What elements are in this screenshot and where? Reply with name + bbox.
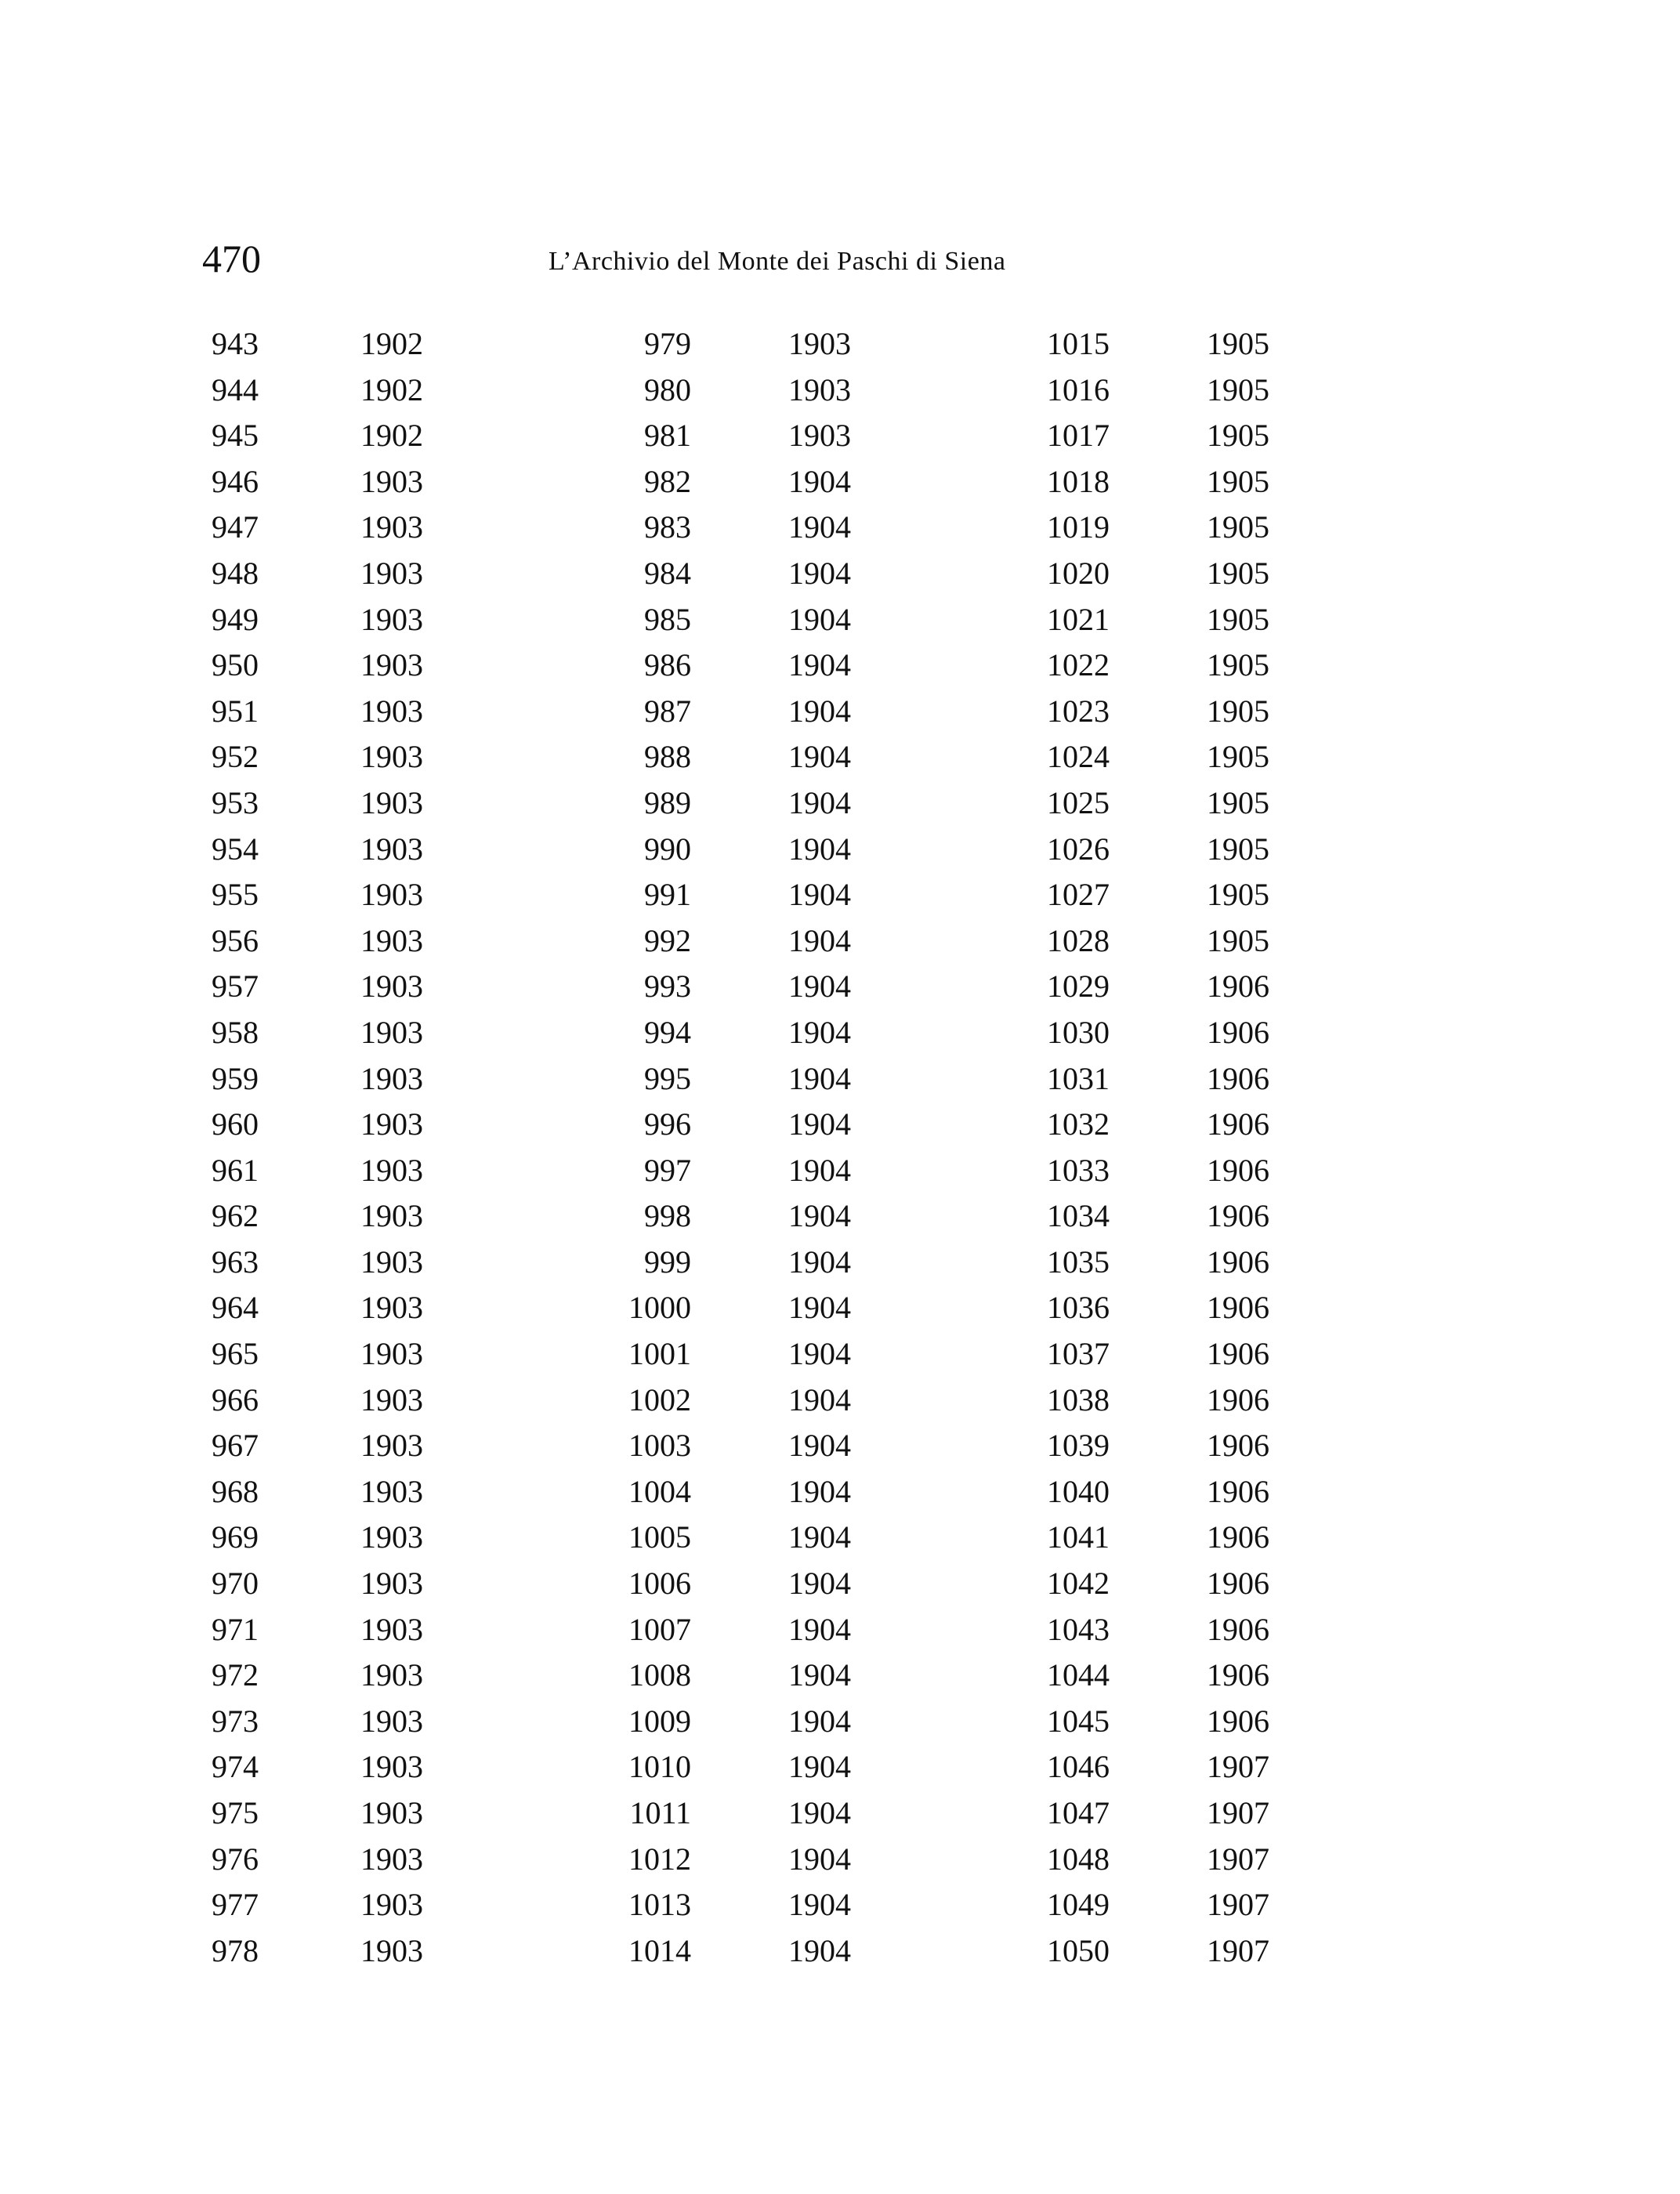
entry-number-cell: 1020	[1047, 555, 1110, 591]
entry-number-cell: 993	[644, 968, 691, 1005]
year-cell: 1904	[788, 463, 851, 499]
year-cell: 1903	[360, 1381, 423, 1417]
year-cell: 1903	[360, 1749, 423, 1785]
entry-number-cell: 1024	[1047, 739, 1110, 775]
year-cell: 1903	[360, 1198, 423, 1234]
entry-number-cell: 1045	[1047, 1703, 1110, 1739]
year-cell: 1904	[788, 1290, 851, 1326]
entry-number-cell: 961	[212, 1152, 259, 1188]
entry-number-cell: 1012	[628, 1841, 691, 1877]
year-cell: 1905	[1207, 601, 1269, 637]
entry-number-cell: 986	[644, 647, 691, 683]
year-cell: 1906	[1207, 1657, 1269, 1693]
entry-number-cell: 1007	[628, 1611, 691, 1647]
entry-number-cell: 1036	[1047, 1290, 1110, 1326]
year-cell: 1905	[1207, 831, 1269, 867]
year-cell: 1903	[360, 877, 423, 913]
entry-number-cell: 1028	[1047, 922, 1110, 958]
year-cell: 1903	[360, 1290, 423, 1326]
year-cell: 1904	[788, 1106, 851, 1142]
entry-number-cell: 996	[644, 1106, 691, 1142]
year-cell: 1904	[788, 1381, 851, 1417]
year-cell: 1904	[788, 831, 851, 867]
page-number: 470	[202, 237, 261, 281]
year-cell: 1904	[788, 1657, 851, 1693]
year-cell: 1903	[360, 1014, 423, 1050]
year-cell: 1904	[788, 1519, 851, 1555]
entry-number-cell: 999	[644, 1244, 691, 1280]
entry-number-cell: 1037	[1047, 1336, 1110, 1372]
entry-number-cell: 1009	[628, 1703, 691, 1739]
column-1-numbers	[165, 321, 259, 1974]
year-cell: 1903	[788, 418, 851, 454]
year-cell: 1904	[788, 1473, 851, 1509]
year-cell: 1906	[1207, 1290, 1269, 1326]
entry-number-cell: 955	[212, 877, 259, 913]
year-cell: 1906	[1207, 1428, 1269, 1464]
entry-number-cell: 954	[212, 831, 259, 867]
entry-number-cell: 970	[212, 1566, 259, 1602]
year-cell: 1906	[1207, 1611, 1269, 1647]
entry-number-cell: 1039	[1047, 1428, 1110, 1464]
entry-number-cell: 965	[212, 1336, 259, 1372]
year-cell: 1905	[1207, 326, 1269, 361]
year-cell: 1903	[360, 1932, 423, 1968]
year-cell: 1903	[360, 555, 423, 591]
entry-number-cell: 1023	[1047, 693, 1110, 729]
year-cell: 1906	[1207, 1703, 1269, 1739]
entry-number-cell: 944	[212, 371, 259, 407]
entry-number-cell: 973	[212, 1703, 259, 1739]
entry-number-cell: 994	[644, 1014, 691, 1050]
year-cell: 1903	[360, 601, 423, 637]
entry-number-cell: 962	[212, 1198, 259, 1234]
entry-number-cell: 1047	[1047, 1795, 1110, 1830]
year-cell: 1903	[788, 371, 851, 407]
entry-number-cell: 1026	[1047, 831, 1110, 867]
entry-number-cell: 1016	[1047, 371, 1110, 407]
entry-number-cell: 1014	[628, 1932, 691, 1968]
year-cell: 1902	[360, 326, 423, 361]
year-cell: 1904	[788, 1611, 851, 1647]
entry-number-cell: 966	[212, 1381, 259, 1417]
year-cell: 1904	[788, 1795, 851, 1830]
year-cell: 1904	[788, 968, 851, 1005]
column-2-numbers	[597, 321, 691, 1974]
year-cell: 1904	[788, 601, 851, 637]
year-cell: 1903	[360, 463, 423, 499]
entry-number-cell: 988	[644, 739, 691, 775]
entry-number-cell: 1049	[1047, 1887, 1110, 1923]
year-cell: 1903	[360, 1336, 423, 1372]
year-cell: 1903	[360, 1152, 423, 1188]
entry-number-cell: 974	[212, 1749, 259, 1785]
year-cell: 1903	[360, 1106, 423, 1142]
entry-number-cell: 1015	[1047, 326, 1110, 361]
year-cell: 1904	[788, 1336, 851, 1372]
year-cell: 1904	[788, 784, 851, 820]
column-1-years	[329, 321, 423, 1974]
year-cell: 1906	[1207, 1106, 1269, 1142]
year-cell: 1907	[1207, 1795, 1269, 1830]
year-cell: 1904	[788, 1703, 851, 1739]
entry-number-cell: 953	[212, 784, 259, 820]
entry-number-cell: 1034	[1047, 1198, 1110, 1234]
entry-number-cell: 1013	[628, 1887, 691, 1923]
entry-number-cell: 972	[212, 1657, 259, 1693]
year-cell: 1903	[360, 647, 423, 683]
year-cell: 1903	[788, 326, 851, 361]
year-cell: 1906	[1207, 1566, 1269, 1602]
entry-number-cell: 950	[212, 647, 259, 683]
year-cell: 1904	[788, 1566, 851, 1602]
year-cell: 1904	[788, 555, 851, 591]
entry-number-cell: 947	[212, 509, 259, 545]
year-cell: 1905	[1207, 877, 1269, 913]
year-cell: 1905	[1207, 784, 1269, 820]
entry-number-cell: 980	[644, 371, 691, 407]
year-cell: 1907	[1207, 1887, 1269, 1923]
year-cell: 1906	[1207, 1060, 1269, 1096]
entry-number-cell: 1033	[1047, 1152, 1110, 1188]
entry-number-cell: 1018	[1047, 463, 1110, 499]
entry-number-cell: 1004	[628, 1473, 691, 1509]
year-cell: 1903	[360, 1428, 423, 1464]
year-cell: 1905	[1207, 509, 1269, 545]
year-cell: 1903	[360, 922, 423, 958]
year-cell: 1905	[1207, 693, 1269, 729]
entry-number-cell: 1050	[1047, 1932, 1110, 1968]
entry-number-cell: 982	[644, 463, 691, 499]
entry-number-cell: 1043	[1047, 1611, 1110, 1647]
year-cell: 1906	[1207, 1381, 1269, 1417]
entry-number-cell: 945	[212, 418, 259, 454]
year-cell: 1903	[360, 1887, 423, 1923]
year-cell: 1903	[360, 1473, 423, 1509]
entry-number-cell: 1006	[628, 1566, 691, 1602]
year-cell: 1904	[788, 1932, 851, 1968]
entry-number-cell: 987	[644, 693, 691, 729]
entry-number-cell: 989	[644, 784, 691, 820]
running-title: L’Archivio del Monte dei Paschi di Siena	[549, 247, 1006, 276]
entry-number-cell: 985	[644, 601, 691, 637]
entry-number-cell: 983	[644, 509, 691, 545]
entry-number-cell: 1003	[628, 1428, 691, 1464]
entry-number-cell: 1040	[1047, 1473, 1110, 1509]
year-cell: 1907	[1207, 1749, 1269, 1785]
year-cell: 1903	[360, 1611, 423, 1647]
year-cell: 1903	[360, 1519, 423, 1555]
entry-number-cell: 1035	[1047, 1244, 1110, 1280]
entry-number-cell: 1032	[1047, 1106, 1110, 1142]
entry-number-cell: 992	[644, 922, 691, 958]
entry-number-cell: 1038	[1047, 1381, 1110, 1417]
entry-number-cell: 1011	[629, 1795, 691, 1830]
entry-number-cell: 946	[212, 463, 259, 499]
entry-number-cell: 1005	[628, 1519, 691, 1555]
entry-number-cell: 977	[212, 1887, 259, 1923]
year-cell: 1903	[360, 968, 423, 1005]
year-cell: 1906	[1207, 1244, 1269, 1280]
entry-number-cell: 958	[212, 1014, 259, 1050]
entry-number-cell: 975	[212, 1795, 259, 1830]
year-cell: 1903	[360, 693, 423, 729]
column-3-numbers	[1016, 321, 1110, 1974]
year-cell: 1907	[1207, 1932, 1269, 1968]
entry-number-cell: 971	[212, 1611, 259, 1647]
year-cell: 1903	[360, 784, 423, 820]
year-cell: 1904	[788, 647, 851, 683]
year-cell: 1905	[1207, 371, 1269, 407]
year-cell: 1902	[360, 418, 423, 454]
entry-number-cell: 991	[644, 877, 691, 913]
year-cell: 1904	[788, 1014, 851, 1050]
entry-number-cell: 1031	[1047, 1060, 1110, 1096]
entry-number-cell: 1048	[1047, 1841, 1110, 1877]
entry-number-cell: 1021	[1047, 601, 1110, 637]
entry-number-cell: 1046	[1047, 1749, 1110, 1785]
entry-number-cell: 979	[644, 326, 691, 361]
year-cell: 1903	[360, 1703, 423, 1739]
entry-number-cell: 995	[644, 1060, 691, 1096]
entry-number-cell: 981	[644, 418, 691, 454]
entry-number-cell: 1029	[1047, 968, 1110, 1005]
entry-number-cell: 984	[644, 555, 691, 591]
year-cell: 1906	[1207, 1198, 1269, 1234]
year-cell: 1903	[360, 509, 423, 545]
year-cell: 1904	[788, 1244, 851, 1280]
entry-number-cell: 1000	[628, 1290, 691, 1326]
year-cell: 1904	[788, 1749, 851, 1785]
year-cell: 1905	[1207, 418, 1269, 454]
year-cell: 1904	[788, 1841, 851, 1877]
year-cell: 1903	[360, 1060, 423, 1096]
year-cell: 1906	[1207, 1014, 1269, 1050]
year-cell: 1905	[1207, 463, 1269, 499]
entry-number-cell: 1001	[628, 1336, 691, 1372]
entry-number-cell: 1022	[1047, 647, 1110, 683]
entry-number-cell: 964	[212, 1290, 259, 1326]
year-cell: 1904	[788, 693, 851, 729]
entry-number-cell: 1042	[1047, 1566, 1110, 1602]
year-cell: 1907	[1207, 1841, 1269, 1877]
entry-number-cell: 1030	[1047, 1014, 1110, 1050]
year-cell: 1903	[360, 1795, 423, 1830]
year-cell: 1906	[1207, 968, 1269, 1005]
entry-number-cell: 998	[644, 1198, 691, 1234]
year-cell: 1904	[788, 1887, 851, 1923]
year-cell: 1905	[1207, 922, 1269, 958]
entry-number-cell: 1019	[1047, 509, 1110, 545]
entry-number-cell: 957	[212, 968, 259, 1005]
entry-number-cell: 956	[212, 922, 259, 958]
year-cell: 1906	[1207, 1519, 1269, 1555]
year-cell: 1903	[360, 739, 423, 775]
year-cell: 1905	[1207, 647, 1269, 683]
entry-number-cell: 1027	[1047, 877, 1110, 913]
year-cell: 1903	[360, 1657, 423, 1693]
entry-number-cell: 1010	[628, 1749, 691, 1785]
year-cell: 1905	[1207, 555, 1269, 591]
column-2-years	[757, 321, 851, 1974]
entry-number-cell: 990	[644, 831, 691, 867]
year-cell: 1903	[360, 1244, 423, 1280]
entry-number-cell: 963	[212, 1244, 259, 1280]
year-cell: 1904	[788, 922, 851, 958]
entry-number-cell: 959	[212, 1060, 259, 1096]
entry-number-cell: 967	[212, 1428, 259, 1464]
year-cell: 1903	[360, 831, 423, 867]
year-cell: 1904	[788, 1060, 851, 1096]
entry-number-cell: 969	[212, 1519, 259, 1555]
year-cell: 1902	[360, 371, 423, 407]
entry-number-cell: 1008	[628, 1657, 691, 1693]
entry-number-cell: 1017	[1047, 418, 1110, 454]
entry-number-cell: 968	[212, 1473, 259, 1509]
year-cell: 1904	[788, 739, 851, 775]
year-cell: 1904	[788, 1428, 851, 1464]
entry-number-cell: 951	[212, 693, 259, 729]
entry-number-cell: 1002	[628, 1381, 691, 1417]
year-cell: 1904	[788, 1198, 851, 1234]
entry-number-cell: 1041	[1047, 1519, 1110, 1555]
entry-number-cell: 997	[644, 1152, 691, 1188]
entry-number-cell: 960	[212, 1106, 259, 1142]
entry-number-cell: 943	[212, 326, 259, 361]
year-cell: 1904	[788, 877, 851, 913]
entry-number-cell: 978	[212, 1932, 259, 1968]
year-cell: 1903	[360, 1841, 423, 1877]
entry-number-cell: 1044	[1047, 1657, 1110, 1693]
entry-number-cell: 1025	[1047, 784, 1110, 820]
year-cell: 1903	[360, 1566, 423, 1602]
entry-number-cell: 976	[212, 1841, 259, 1877]
entry-number-cell: 952	[212, 739, 259, 775]
entry-number-cell: 949	[212, 601, 259, 637]
column-3-years	[1175, 321, 1269, 1974]
entry-number-cell: 948	[212, 555, 259, 591]
year-cell: 1906	[1207, 1336, 1269, 1372]
year-cell: 1904	[788, 509, 851, 545]
year-cell: 1906	[1207, 1152, 1269, 1188]
year-cell: 1905	[1207, 739, 1269, 775]
year-cell: 1906	[1207, 1473, 1269, 1509]
year-cell: 1904	[788, 1152, 851, 1188]
